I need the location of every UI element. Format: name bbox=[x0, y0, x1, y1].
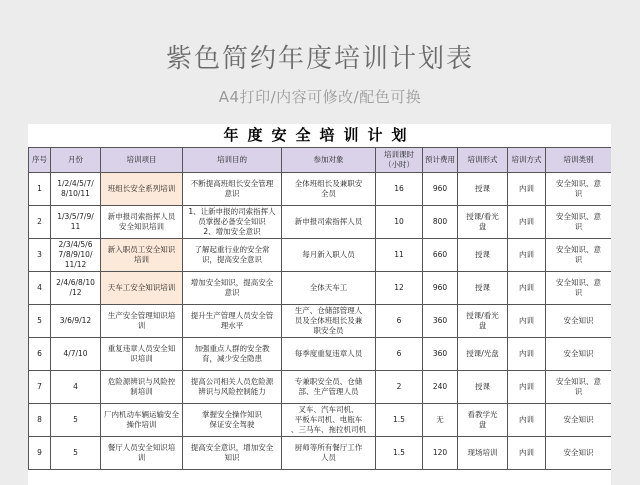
cell-index: 4 bbox=[29, 272, 51, 305]
column-header-hours: 培训课时 （小时） bbox=[376, 148, 423, 173]
cell-cost: 240 bbox=[423, 371, 458, 404]
cell-project: 班组长安全系列培训 bbox=[101, 173, 183, 206]
column-header-cost: 预计费用 bbox=[423, 148, 458, 173]
cell-purpose: 不断提高班组长安全管理 意识 bbox=[183, 173, 282, 206]
cell-project: 天车工安全知识培训 bbox=[101, 272, 183, 305]
cell-cost: 120 bbox=[423, 437, 458, 470]
cell-hours: 1.5 bbox=[376, 437, 423, 470]
table-row bbox=[29, 437, 612, 470]
cell-category: 安全知识、意 识 bbox=[546, 272, 612, 305]
column-header-participants: 参加对象 bbox=[282, 148, 376, 173]
cell-format: 授课/看光 盘 bbox=[458, 305, 508, 338]
cell-method: 内训 bbox=[508, 371, 546, 404]
column-header-month: 月份 bbox=[51, 148, 101, 173]
cell-category: 安全知识 bbox=[546, 437, 612, 470]
cell-purpose: 提高安全意识，增加安全 知识 bbox=[183, 437, 282, 470]
cell-month: 3/6/9/12 bbox=[51, 305, 101, 338]
cell-month: 1/3/5/7/9/ 11 bbox=[51, 206, 101, 239]
table-row bbox=[29, 305, 612, 338]
cell-hours: 1.5 bbox=[376, 404, 423, 437]
cell-index: 6 bbox=[29, 338, 51, 371]
cell-format: 授课 bbox=[458, 239, 508, 272]
cell-month: 4 bbox=[51, 371, 101, 404]
cell-index: 2 bbox=[29, 206, 51, 239]
table-row bbox=[29, 338, 612, 371]
cell-participants: 全体天车工 bbox=[282, 272, 376, 305]
page-subtitle: A4打印/内容可修改/配色可换 bbox=[218, 88, 422, 106]
cell-month: 1/2/4/5/7/ 8/10/11 bbox=[51, 173, 101, 206]
cell-project: 厂内机动车辆运输安全 操作培训 bbox=[101, 404, 183, 437]
cell-index: 8 bbox=[29, 404, 51, 437]
cell-cost: 360 bbox=[423, 305, 458, 338]
cell-method: 内训 bbox=[508, 437, 546, 470]
cell-project: 危险源辨识与风险控 制培训 bbox=[101, 371, 183, 404]
cell-format: 授课/看光 盘 bbox=[458, 206, 508, 239]
cell-hours: 11 bbox=[376, 239, 423, 272]
cell-participants: 生产、仓储部管理人 员及全体班组长及兼 职安全员 bbox=[282, 305, 376, 338]
cell-index: 3 bbox=[29, 239, 51, 272]
table-row bbox=[29, 206, 612, 239]
cell-month: 5 bbox=[51, 404, 101, 437]
cell-cost: 660 bbox=[423, 239, 458, 272]
cell-index: 7 bbox=[29, 371, 51, 404]
sheet-title: 年度安全培训计划 bbox=[223, 126, 416, 144]
cell-format: 现场培训 bbox=[458, 437, 508, 470]
cell-participants: 厨师等所有餐厅工作 人员 bbox=[282, 437, 376, 470]
cell-project: 新申报司索指挥人员 安全知识培训 bbox=[101, 206, 183, 239]
cell-cost: 960 bbox=[423, 173, 458, 206]
cell-method: 内训 bbox=[508, 239, 546, 272]
cell-cost: 960 bbox=[423, 272, 458, 305]
page-title: 紫色简约年度培训计划表 bbox=[165, 44, 474, 74]
column-header-purpose: 培训目的 bbox=[183, 148, 282, 173]
training-plan-table bbox=[28, 147, 611, 470]
cell-participants: 叉车、汽车司机、 平板车司机、电瓶车 、三马车、拖拉机司机 bbox=[282, 404, 376, 437]
cell-project: 生产安全管理知识培 训 bbox=[101, 305, 183, 338]
cell-project: 重复违章人员安全知 识培训 bbox=[101, 338, 183, 371]
cell-purpose: 提高公司相关人员危险源 辨识与风险控制能力 bbox=[183, 371, 282, 404]
cell-method: 内训 bbox=[508, 305, 546, 338]
table-header-row bbox=[29, 148, 612, 173]
cell-index: 1 bbox=[29, 173, 51, 206]
cell-purpose: 了解起重行业的安全常 识，提高安全意识 bbox=[183, 239, 282, 272]
cell-format: 授课 bbox=[458, 272, 508, 305]
cell-hours: 6 bbox=[376, 305, 423, 338]
table-row bbox=[29, 404, 612, 437]
cell-purpose: 提升生产管理人员安全管 理水平 bbox=[183, 305, 282, 338]
cell-participants: 每月新入职人员 bbox=[282, 239, 376, 272]
cell-format: 授课 bbox=[458, 371, 508, 404]
table-body bbox=[29, 173, 612, 470]
cell-cost: 800 bbox=[423, 206, 458, 239]
cell-index: 9 bbox=[29, 437, 51, 470]
table-row bbox=[29, 371, 612, 404]
cell-participants: 新申报司索指挥人员 bbox=[282, 206, 376, 239]
cell-hours: 2 bbox=[376, 371, 423, 404]
table-row bbox=[29, 272, 612, 305]
cell-participants: 全体班组长及兼职安 全员 bbox=[282, 173, 376, 206]
cell-project: 新入职员工安全知识 培训 bbox=[101, 239, 183, 272]
cell-category: 安全知识 bbox=[546, 338, 612, 371]
page-header bbox=[0, 0, 640, 124]
document-sheet bbox=[28, 124, 611, 485]
cell-method: 内训 bbox=[508, 272, 546, 305]
cell-method: 内训 bbox=[508, 404, 546, 437]
cell-participants: 专兼职安全员、仓储 部、生产管理人员 bbox=[282, 371, 376, 404]
cell-month: 4/7/10 bbox=[51, 338, 101, 371]
cell-category: 安全知识、意 识 bbox=[546, 173, 612, 206]
cell-cost: 360 bbox=[423, 338, 458, 371]
cell-index: 5 bbox=[29, 305, 51, 338]
cell-project: 餐厅人员安全知识培 训 bbox=[101, 437, 183, 470]
column-header-format: 培训形式 bbox=[458, 148, 508, 173]
cell-format: 授课 bbox=[458, 173, 508, 206]
cell-method: 内训 bbox=[508, 206, 546, 239]
column-header-index: 序号 bbox=[29, 148, 51, 173]
table-row bbox=[29, 239, 612, 272]
cell-month: 2/4/6/8/10 /12 bbox=[51, 272, 101, 305]
cell-category: 安全知识、意 识 bbox=[546, 239, 612, 272]
cell-hours: 16 bbox=[376, 173, 423, 206]
cell-hours: 6 bbox=[376, 338, 423, 371]
cell-category: 安全知识、意 识 bbox=[546, 206, 612, 239]
table-row bbox=[29, 173, 612, 206]
cell-purpose: 掌握安全操作知识 保证安全驾驶 bbox=[183, 404, 282, 437]
cell-hours: 10 bbox=[376, 206, 423, 239]
cell-category: 安全知识 bbox=[546, 305, 612, 338]
cell-format: 授课/光盘 bbox=[458, 338, 508, 371]
cell-month: 5 bbox=[51, 437, 101, 470]
column-header-project: 培训项目 bbox=[101, 148, 183, 173]
cell-purpose: 加强重点人群的安全教 育，减少安全隐患 bbox=[183, 338, 282, 371]
column-header-category: 培训类别 bbox=[546, 148, 612, 173]
cell-method: 内训 bbox=[508, 173, 546, 206]
cell-format: 看教学光 盘 bbox=[458, 404, 508, 437]
cell-month: 2/3/4/5/6 7/8/9/10/ 11/12 bbox=[51, 239, 101, 272]
column-header-method: 培训方式 bbox=[508, 148, 546, 173]
cell-category: 安全知识、意 识 bbox=[546, 371, 612, 404]
cell-hours: 12 bbox=[376, 272, 423, 305]
cell-purpose: 1、让新申报的司索指挥人 员掌握必备安全知识 2、增加安全意识 bbox=[183, 206, 282, 239]
cell-participants: 每季度重复违章人员 bbox=[282, 338, 376, 371]
cell-cost: 无 bbox=[423, 404, 458, 437]
cell-method: 内训 bbox=[508, 338, 546, 371]
cell-purpose: 增加安全知识，提高安全 意识 bbox=[183, 272, 282, 305]
cell-category: 安全知识 bbox=[546, 404, 612, 437]
